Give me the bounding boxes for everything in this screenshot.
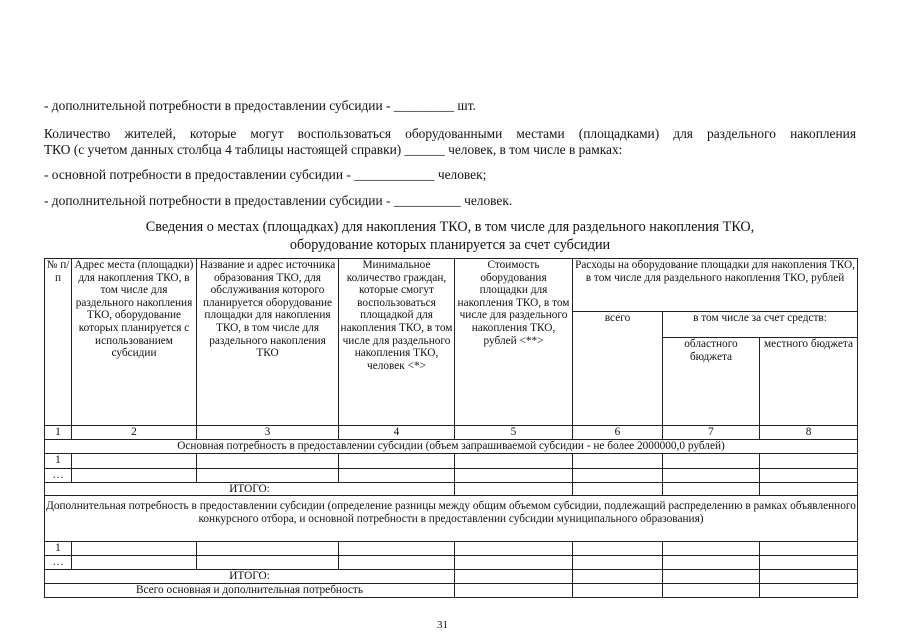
col-number-1: 1	[45, 426, 72, 440]
text-line-4: - основной потребности в предоставлении субсидии - ____________ человек;	[44, 167, 487, 182]
table-row-basic-dots: …	[45, 469, 72, 483]
section-basic: Основная потребность в предоставлении субсидии (объем запрашиваемой субсидии - не более 2000000,0 рублей)	[45, 440, 858, 454]
table-row-add-dots: …	[45, 556, 72, 570]
text-line-1: - дополнительной потребности в предоставлении субсидии - _________ шт.	[44, 98, 476, 113]
col-number-7: 7	[663, 426, 760, 440]
col-number-8: 8	[760, 426, 858, 440]
table-row-basic-1: 1	[45, 454, 72, 469]
table-title-line-1: Сведения о местах (площадках) для накопления ТКО, в том числе для раздельного накопления ТКО,	[145, 219, 755, 235]
col-number-4: 4	[339, 426, 455, 440]
header-expenses: Расходы на оборудование площадки для накопления ТКО, в том числе для раздельного накопления ТКО, рублей	[573, 259, 858, 312]
table-row-add-1: 1	[45, 542, 72, 556]
col-number-5: 5	[455, 426, 573, 440]
header-citizens: Минимальное количество граждан, которые смогут воспользоваться площадкой для накопления ТКО, в том числе для раздельного накопления ТКО, человек <*>	[339, 259, 455, 426]
page-number: 31	[437, 619, 448, 631]
col-number-2: 2	[72, 426, 197, 440]
section-additional: Дополнительная потребность в предоставлении субсидии (определение разницы между общим объемом субсидии, подлежащий распределению в рамках объявленного конкурсного отбора, и основной потребности в предоставлении субсидии муниципального образования)	[45, 496, 858, 542]
col-number-3: 3	[197, 426, 339, 440]
table-title-line-2: оборудование которых планируется за счет субсидии	[289, 237, 611, 253]
header-regional: областного бюджета	[663, 338, 760, 426]
header-total: всего	[573, 312, 663, 426]
header-cost: Стоимость оборудования площадки для накопления ТКО, в том числе для раздельного накопления ТКО, рублей <**>	[455, 259, 573, 426]
text-line-5: - дополнительной потребности в предоставлении субсидии - __________ человек.	[44, 193, 513, 208]
grand-total: Всего основная и дополнительная потребность	[45, 584, 455, 598]
header-source: Название и адрес источника образования ТКО, для обслуживания которого планируется оборудование площадки для накопления ТКО, в том числе для раздельного накопления ТКО	[197, 259, 339, 426]
itogo-basic: ИТОГО:	[45, 482, 455, 496]
header-number: № п/п	[45, 259, 72, 426]
text-line-3: ТКО (с учетом данных столбца 4 таблицы настоящей справки) ______ человек, в том числе в рамках:	[44, 142, 623, 157]
itogo-additional: ИТОГО:	[45, 570, 455, 584]
header-local: местного бюджета	[760, 338, 858, 426]
col-number-6: 6	[573, 426, 663, 440]
header-address: Адрес места (площадки) для накопления ТКО, в том числе для раздельного накопления ТКО, оборудование которых планируется с использованием субсидии	[72, 259, 197, 426]
text-line-2: Количество жителей, которые могут воспользоваться оборудованными местами (площадками) для раздельного накопления	[44, 126, 856, 141]
subsidy-table	[44, 258, 858, 598]
header-incl: в том числе за счет средств:	[663, 312, 858, 338]
